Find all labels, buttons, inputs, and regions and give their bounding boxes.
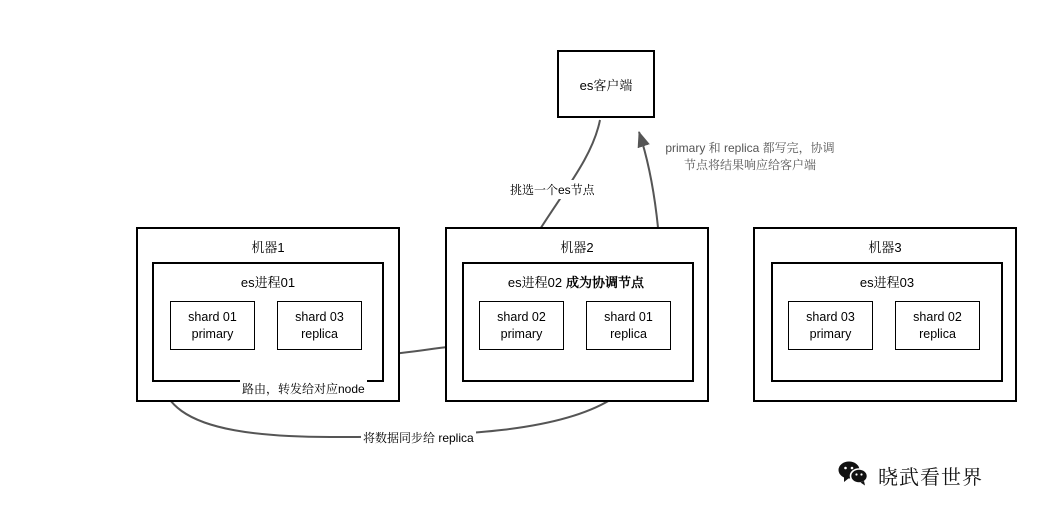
shard-box bbox=[895, 301, 980, 350]
machine-3-process-title: es进程03 bbox=[859, 275, 915, 290]
shard-box bbox=[277, 301, 362, 350]
shard-role: replica bbox=[919, 326, 956, 341]
machine-2-process-title: es进程02 bbox=[507, 275, 563, 290]
edge-label-sync: 将数据同步给 replica bbox=[361, 428, 476, 447]
watermark-text: 晓武看世界 bbox=[878, 467, 983, 489]
shard-name: shard 02 bbox=[497, 309, 546, 324]
edge-label-response-line2: 节点将结果响应给客户端 bbox=[683, 158, 816, 172]
shard-name: shard 02 bbox=[913, 309, 962, 324]
shard-name: shard 03 bbox=[295, 309, 344, 324]
edge-label-route: 路由，转发给对应node bbox=[240, 379, 367, 398]
edge-label-response-line1: primary 和 replica 都写完，协调 bbox=[665, 141, 835, 155]
machine-1-process-title: es进程01 bbox=[240, 275, 296, 290]
edge-label-pick-node: 挑选一个es节点 bbox=[508, 180, 597, 199]
shard-box bbox=[479, 301, 564, 350]
edge-label-response bbox=[650, 140, 850, 174]
shard-role: primary bbox=[191, 326, 234, 341]
shard-box bbox=[788, 301, 873, 350]
shard-name: shard 03 bbox=[806, 309, 855, 324]
shard-role: primary bbox=[500, 326, 543, 341]
shard-box bbox=[586, 301, 671, 350]
watermark bbox=[838, 460, 983, 491]
shard-name: shard 01 bbox=[604, 309, 653, 324]
shard-role: replica bbox=[301, 326, 338, 341]
es-client-label: es客户端 bbox=[579, 77, 633, 93]
machine-2-coordinator-label: 成为协调节点 bbox=[566, 275, 645, 290]
es-client-box bbox=[557, 50, 655, 118]
machine-1-title: 机器1 bbox=[251, 240, 285, 255]
machine-2-title: 机器2 bbox=[560, 240, 594, 255]
machine-3-title: 机器3 bbox=[868, 240, 902, 255]
shard-name: shard 01 bbox=[188, 309, 237, 324]
shard-role: primary bbox=[809, 326, 852, 341]
shard-box bbox=[170, 301, 255, 350]
shard-role: replica bbox=[610, 326, 647, 341]
wechat-icon bbox=[838, 460, 868, 491]
